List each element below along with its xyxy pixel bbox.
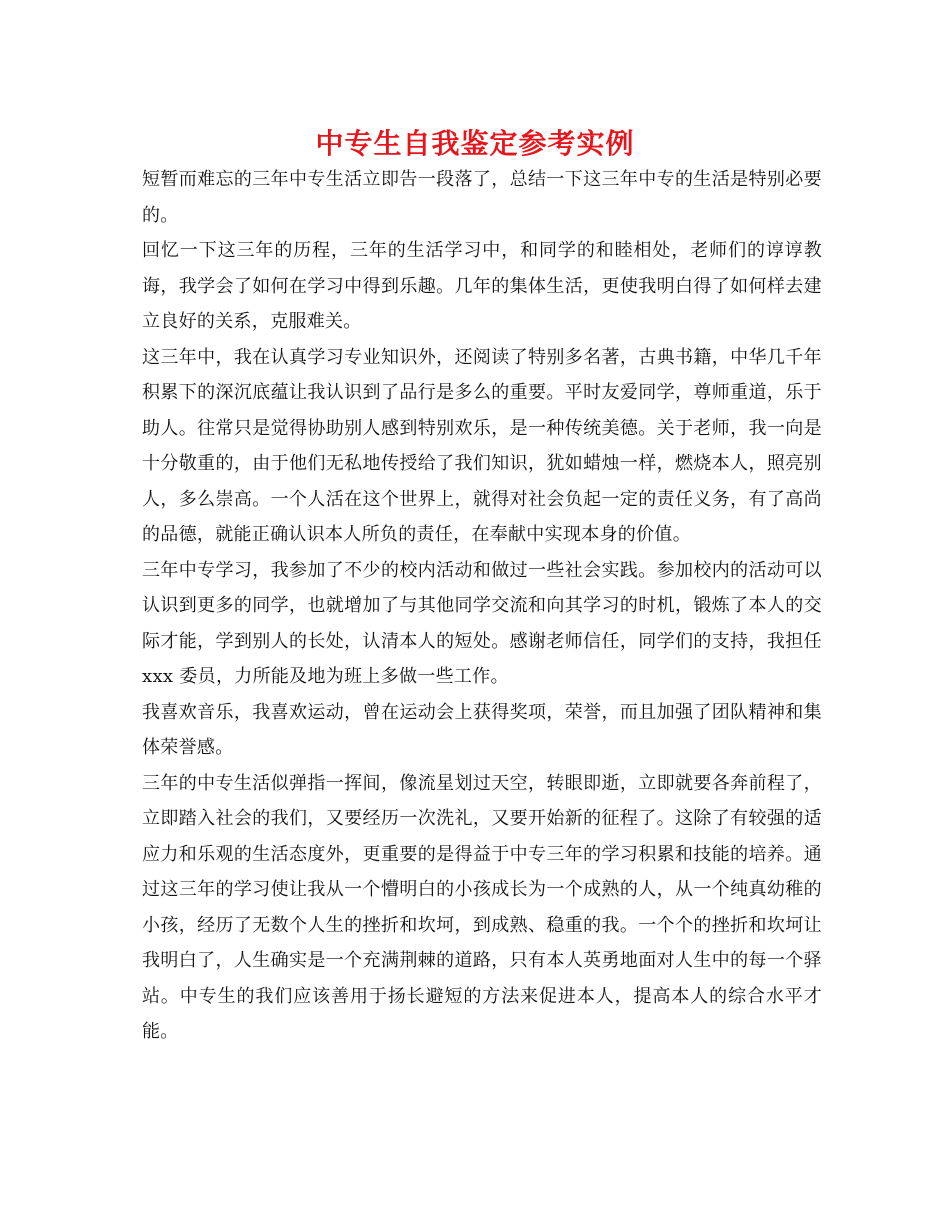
document-title: 中专生自我鉴定参考实例 — [315, 127, 635, 160]
document-body — [142, 162, 822, 1050]
paragraph-1: 短暂而难忘的三年中专生活立即告一段落了，总结一下这三年中专的生活是特别必要的。 — [142, 169, 822, 226]
paragraph-3: 这三年中，我在认真学习专业知识外，还阅读了特别多名著，古典书籍，中华几千年积累下的深沉底蕴让我认识到了品行是多么的重要。平时友爱同学，尊师重道，乐于助人。往常只是觉得协助别人感到特别欢乐，是一种传统美德。关于老师，我一向是十分敬重的，由于他们无私地传授给了我们知识，犹如蜡烛一样，燃烧本人，照亮别人，多么崇高。一个人活在这个世界上，就得对社会负起一定的责任义务，有了高尚的品德，就能正确认识本人所负的责任，在奉献中实现本身的价值。 — [142, 346, 822, 545]
paragraph-5: 我喜欢音乐，我喜欢运动，曾在运动会上获得奖项，荣誉，而且加强了团队精神和集体荣誉感。 — [142, 701, 822, 758]
paragraph-4: 三年中专学习，我参加了不少的校内活动和做过一些社会实践。参加校内的活动可以认识到更多的同学，也就增加了与其他同学交流和向其学习的时机，锻炼了本人的交际才能，学到别人的长处，认清本人的短处。感谢老师信任，同学们的支持，我担任 xxx 委员，力所能及地为班上多做一些工作。 — [142, 559, 822, 687]
paragraph-2: 回忆一下这三年的历程，三年的生活学习中，和同学的和睦相处，老师们的谆谆教诲，我学会了如何在学习中得到乐趣。几年的集体生活，更使我明白得了如何样去建立良好的关系，克服难关。 — [142, 240, 822, 332]
paragraph-6: 三年的中专生活似弹指一挥间，像流星划过天空，转眼即逝，立即就要各奔前程了，立即踏入社会的我们，又要经历一次洗礼，又要开始新的征程了。这除了有较强的适应力和乐观的生活态度外，更重要的是得益于中专三年的学习积累和技能的培养。通过这三年的学习使让我从一个懵明白的小孩成长为一个成熟的人，从一个纯真幼稚的小孩，经历了无数个人生的挫折和坎坷，到成熟、稳重的我。一个个的挫折和坎坷让我明白了，人生确实是一个充满荆棘的道路，只有本人英勇地面对人生中的每一个驿站。中专生的我们应该善用于扬长避短的方法来促进本人，提高本人的综合水平才能。 — [142, 772, 822, 1042]
